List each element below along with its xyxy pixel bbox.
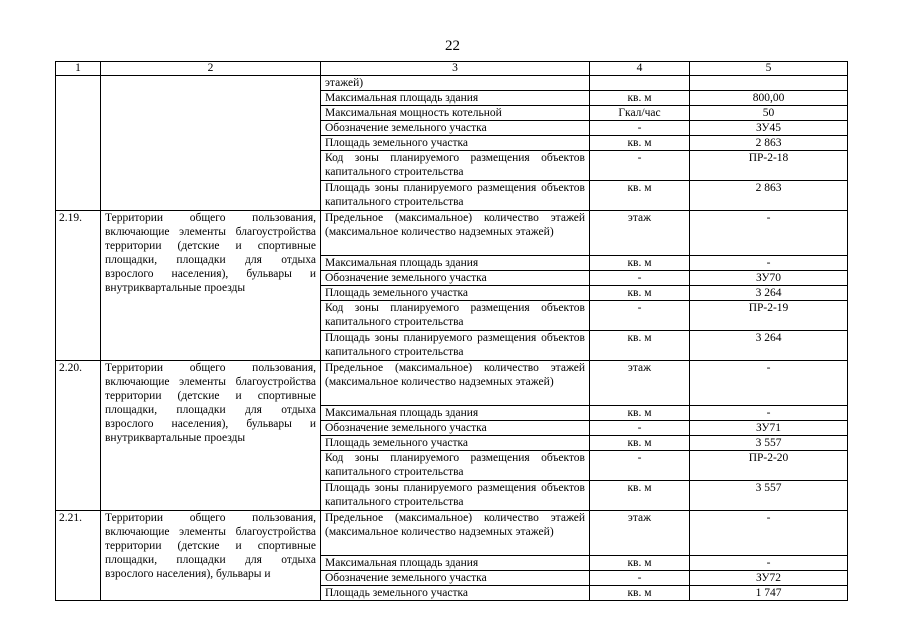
parameter-name: Обозначение земельного участка <box>321 571 590 586</box>
value-cell: ЗУ70 <box>690 271 848 286</box>
value-cell: 2 863 <box>690 136 848 151</box>
parameter-name: Максимальная мощность котельной <box>321 106 590 121</box>
unit-cell: - <box>590 121 690 136</box>
unit-cell: этаж <box>590 361 690 406</box>
value-cell: ПР-2-18 <box>690 151 848 181</box>
table-row <box>56 511 848 556</box>
column-number: 1 <box>56 62 101 76</box>
unit-cell: этаж <box>590 211 690 256</box>
column-number: 3 <box>321 62 590 76</box>
value-cell: 3 557 <box>690 436 848 451</box>
value-cell: ЗУ71 <box>690 421 848 436</box>
parameter-name: Обозначение земельного участка <box>321 421 590 436</box>
parameter-name: Максимальная площадь здания <box>321 91 590 106</box>
unit-cell: кв. м <box>590 586 690 601</box>
unit-cell: кв. м <box>590 256 690 271</box>
column-number: 2 <box>101 62 321 76</box>
column-number-row <box>56 62 848 76</box>
unit-cell: - <box>590 571 690 586</box>
table-row <box>56 76 848 91</box>
parameter-name: Площадь земельного участка <box>321 286 590 301</box>
parameter-name: Предельное (максимальное) количество этажей (максимальное количество надземных этажей) <box>321 211 590 256</box>
parameter-name: Площадь зоны планируемого размещения объектов капитального строительства <box>321 331 590 361</box>
value-cell: ЗУ72 <box>690 571 848 586</box>
unit-cell: - <box>590 301 690 331</box>
item-description: Территории общего пользования, включающие элементы благоустройства территории (детские и спортивные площадки, площадки для отдыха взрослого населения), бульвары и <box>101 511 321 601</box>
unit-cell: этаж <box>590 511 690 556</box>
value-cell: 3 264 <box>690 331 848 361</box>
value-cell: ПР-2-20 <box>690 451 848 481</box>
parameter-name: Обозначение земельного участка <box>321 121 590 136</box>
parameter-name: Площадь земельного участка <box>321 136 590 151</box>
unit-cell <box>590 76 690 91</box>
unit-cell: кв. м <box>590 436 690 451</box>
value-cell: - <box>690 211 848 256</box>
column-number: 5 <box>690 62 848 76</box>
unit-cell: - <box>590 421 690 436</box>
parameter-name: Максимальная площадь здания <box>321 556 590 571</box>
column-number: 4 <box>590 62 690 76</box>
parameter-name: Предельное (максимальное) количество этажей (максимальное количество надземных этажей) <box>321 511 590 556</box>
value-cell: 3 557 <box>690 481 848 511</box>
item-number-cell <box>56 76 101 211</box>
page-number: 22 <box>445 38 460 54</box>
document-table <box>55 61 848 601</box>
value-cell: - <box>690 406 848 421</box>
parameter-name: Максимальная площадь здания <box>321 256 590 271</box>
unit-cell: кв. м <box>590 136 690 151</box>
unit-cell: - <box>590 151 690 181</box>
unit-cell: кв. м <box>590 331 690 361</box>
unit-cell: кв. м <box>590 556 690 571</box>
unit-cell: кв. м <box>590 181 690 211</box>
item-description-cell <box>101 76 321 211</box>
parameter-name: Площадь земельного участка <box>321 586 590 601</box>
parameter-name: Код зоны планируемого размещения объектов капитального строительства <box>321 301 590 331</box>
value-cell: ПР-2-19 <box>690 301 848 331</box>
parameter-name: Максимальная площадь здания <box>321 406 590 421</box>
value-cell: 50 <box>690 106 848 121</box>
unit-cell: кв. м <box>590 91 690 106</box>
table-row <box>56 211 848 256</box>
unit-cell: кв. м <box>590 481 690 511</box>
parameter-name: Площадь зоны планируемого размещения объектов капитального строительства <box>321 181 590 211</box>
value-cell: - <box>690 511 848 556</box>
unit-cell: кв. м <box>590 406 690 421</box>
unit-cell: кв. м <box>590 286 690 301</box>
value-cell <box>690 76 848 91</box>
item-description: Территории общего пользования, включающие элементы благоустройства территории (детские и спортивные площадки, площадки для отдыха взрослого населения), бульвары и внутриквартальные проезды <box>101 211 321 361</box>
unit-cell: - <box>590 271 690 286</box>
parameter-name: Код зоны планируемого размещения объектов капитального строительства <box>321 451 590 481</box>
parameter-name: Площадь земельного участка <box>321 436 590 451</box>
unit-cell: - <box>590 451 690 481</box>
value-cell: 2 863 <box>690 181 848 211</box>
value-cell: - <box>690 556 848 571</box>
item-number: 2.19. <box>56 211 101 361</box>
parameter-name: Предельное (максимальное) количество этажей (максимальное количество надземных этажей) <box>321 361 590 406</box>
value-cell: 1 747 <box>690 586 848 601</box>
value-cell: ЗУ45 <box>690 121 848 136</box>
table-row <box>56 361 848 406</box>
parameter-name: Код зоны планируемого размещения объектов капитального строительства <box>321 151 590 181</box>
item-number: 2.21. <box>56 511 101 601</box>
parameter-name: этажей) <box>321 76 590 91</box>
value-cell: 800,00 <box>690 91 848 106</box>
item-description: Территории общего пользования, включающие элементы благоустройства территории (детские и спортивные площадки, площадки для отдыха взрослого населения), бульвары и внутриквартальные проезды <box>101 361 321 511</box>
item-number: 2.20. <box>56 361 101 511</box>
value-cell: - <box>690 256 848 271</box>
unit-cell: Гкал/час <box>590 106 690 121</box>
parameter-name: Обозначение земельного участка <box>321 271 590 286</box>
value-cell: 3 264 <box>690 286 848 301</box>
parameter-name: Площадь зоны планируемого размещения объектов капитального строительства <box>321 481 590 511</box>
value-cell: - <box>690 361 848 406</box>
